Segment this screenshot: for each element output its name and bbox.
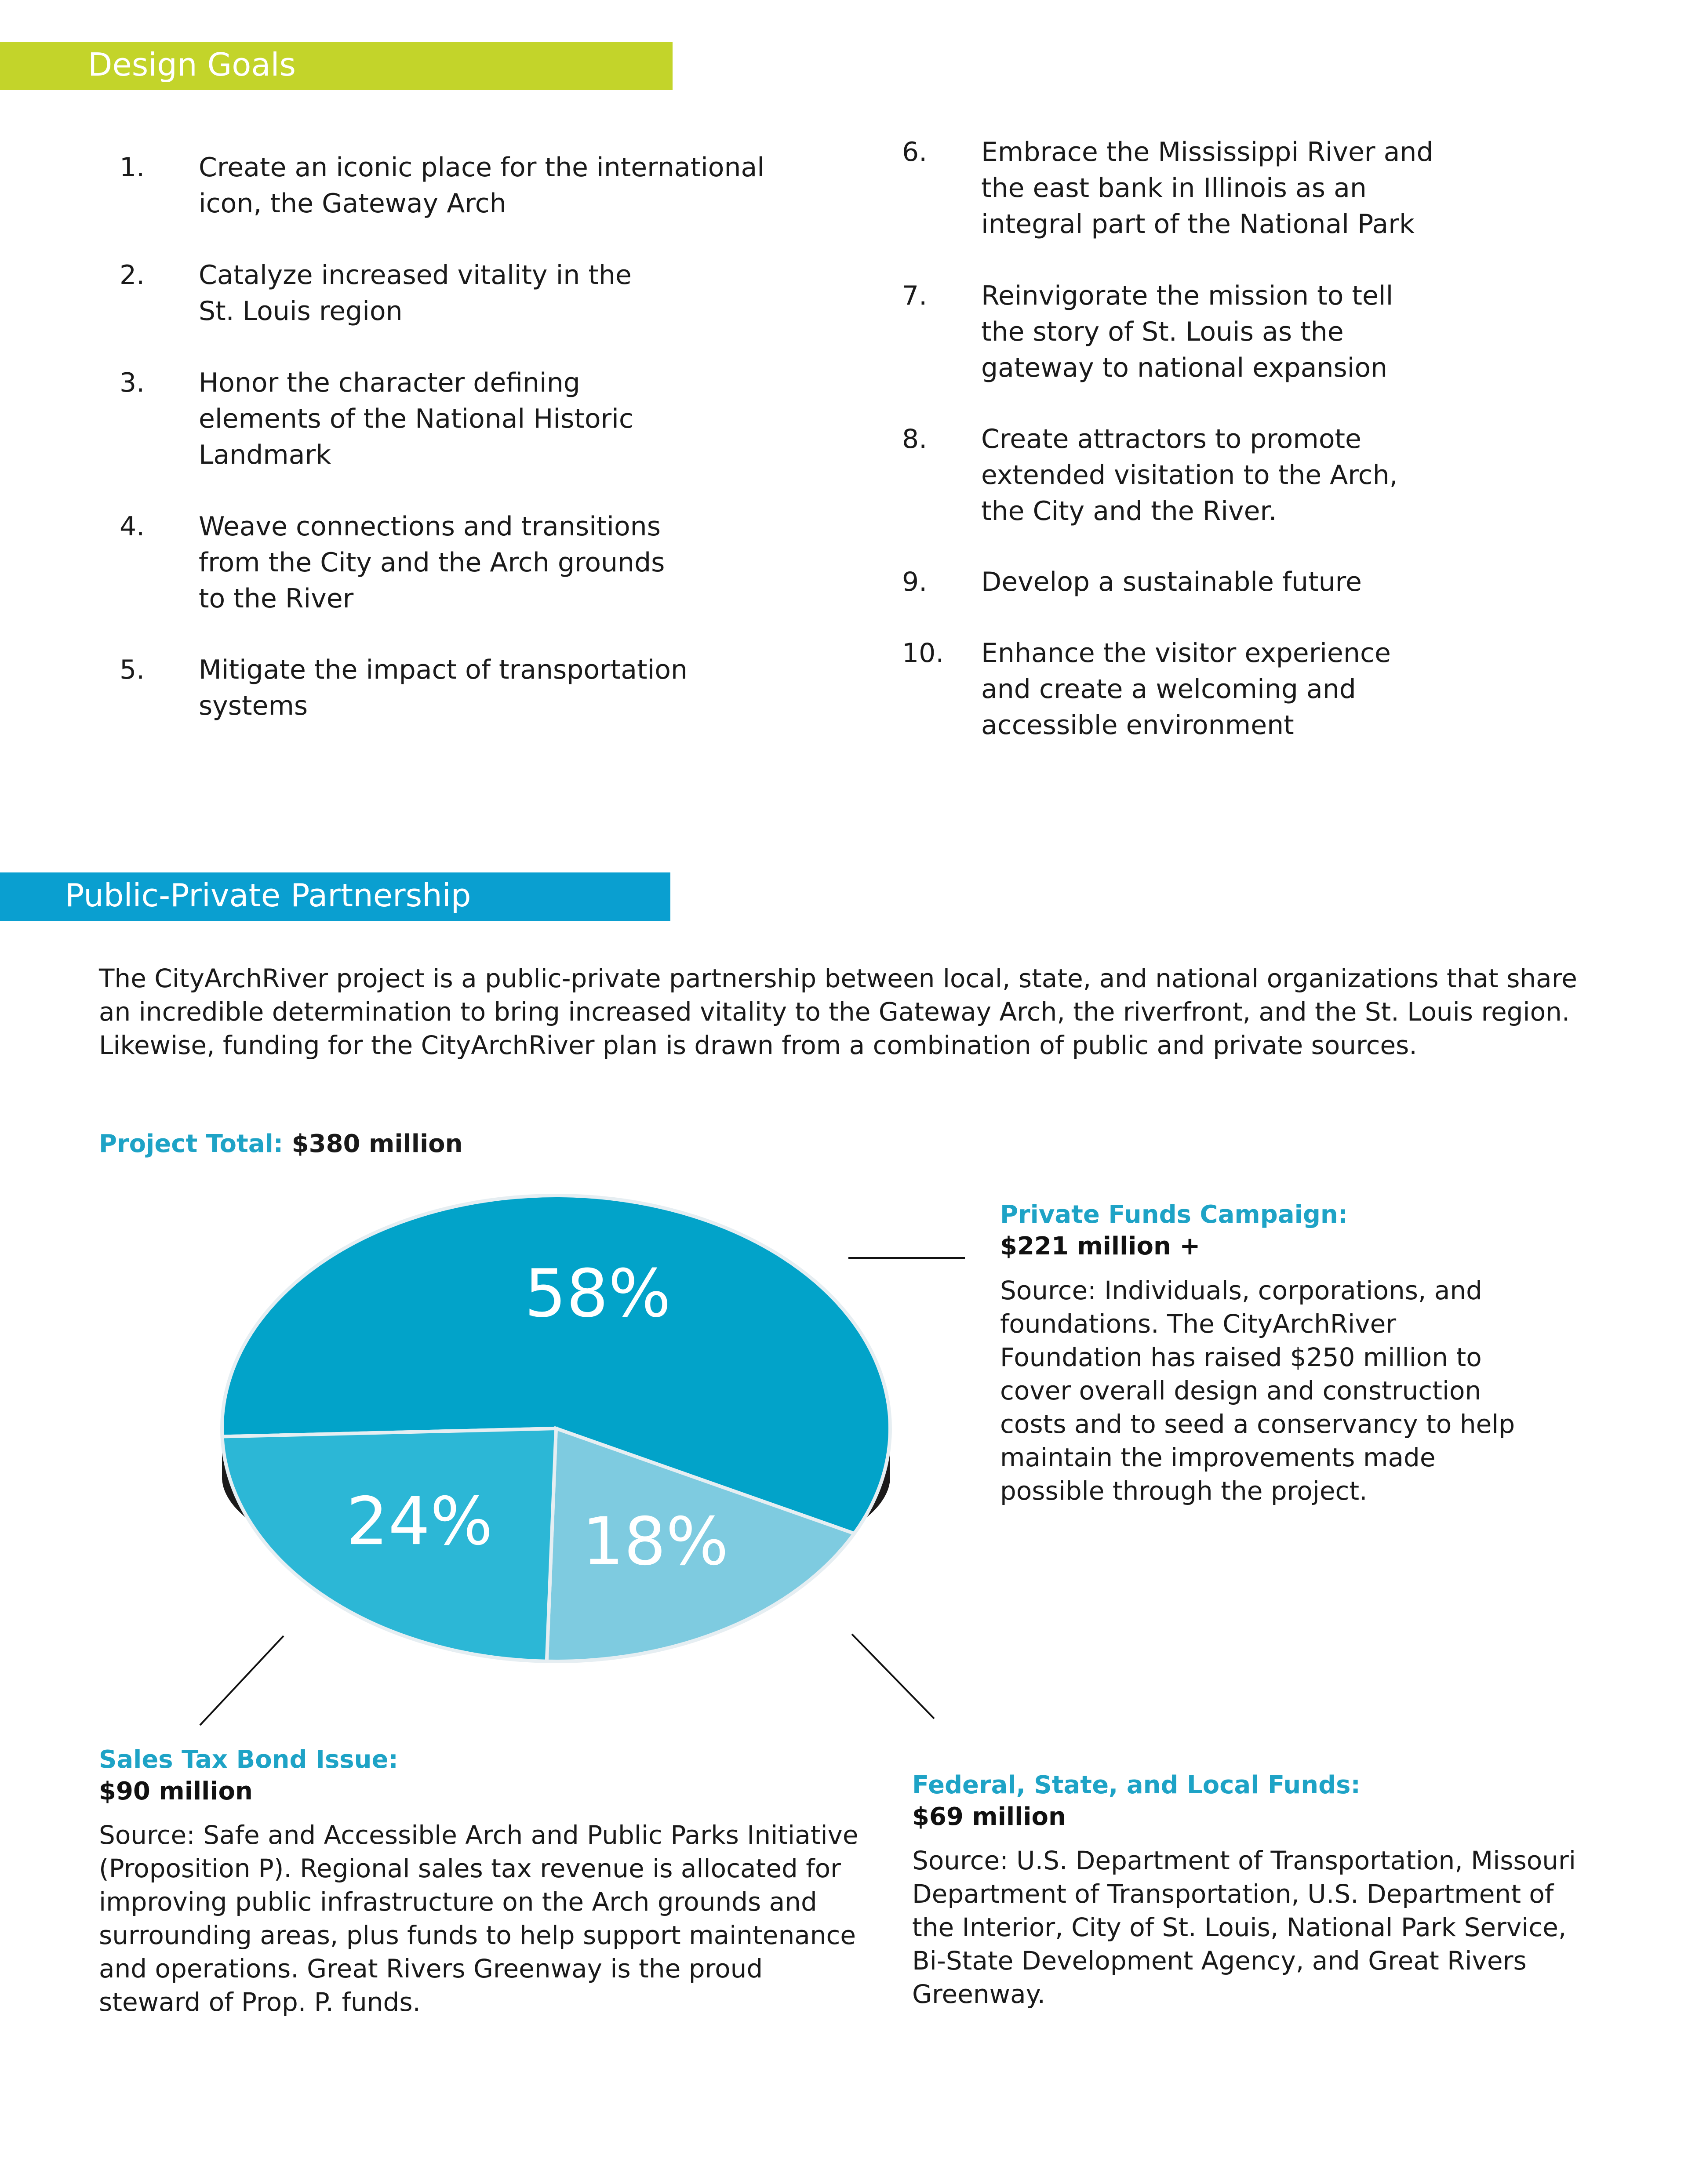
goal-text: Honor the character defining elements of the National Historic Landmark [199, 367, 633, 470]
partnership-band [0, 872, 670, 921]
goal-text: Reinvigorate the mission to tell the story of St. Louis as the gateway to national expansion [981, 280, 1393, 383]
design-goals-heading: Design Goals [88, 46, 296, 83]
public-funds-amount: $69 million [912, 1802, 1066, 1831]
pie-slice-label: 58% [524, 1255, 671, 1332]
public-funds-title: Federal, State, and Local Funds: [912, 1771, 1361, 1799]
goal-text: Embrace the Mississippi River and the east bank in Illinois as an integral part of the National Park [981, 137, 1433, 240]
private-funds-amount: $221 million + [1000, 1232, 1201, 1261]
pie-slices [222, 1196, 890, 1661]
goal-number: 9. [902, 567, 928, 597]
goal-number: 10. [902, 638, 944, 669]
partnership-heading: Public-Private Partnership [65, 877, 471, 914]
goal-number: 6. [902, 137, 928, 167]
private-funds-source: Source: Individuals, corporations, and foundations. The CityArchRiver Foundation has raised $250 million to cover overall design and construction costs and to seed a conservancy to help maintain the improvements made possible through the project. [1000, 1276, 1515, 1506]
leader-line-public [852, 1634, 934, 1719]
goal-text: Catalyze increased vitality in the St. Louis region [199, 260, 632, 327]
pie-slice-label: 18% [582, 1504, 729, 1581]
goal-text: Create attractors to promote extended visitation to the Arch, the City and the River. [981, 424, 1398, 527]
leader-line-sales-tax [200, 1636, 284, 1725]
project-total-label: Project Total: [99, 1130, 284, 1158]
goal-text: Develop a sustainable future [981, 567, 1362, 597]
goal-number: 2. [120, 260, 145, 291]
goal-text: Mitigate the impact of transportation systems [199, 654, 688, 721]
goal-text: Weave connections and transitions from the City and the Arch grounds to the River [199, 511, 665, 614]
goal-text: Create an iconic place for the international icon, the Gateway Arch [199, 152, 764, 219]
goal-number: 4. [120, 511, 145, 542]
goal-number: 7. [902, 280, 928, 311]
goal-number: 5. [120, 654, 145, 685]
partnership-intro: The CityArchRiver project is a public-private partnership between local, state, and national organizations that share an incredible determination to bring increased vitality to the Gateway Arch, the riverfront, and the St. Louis region. Likewise, funding for the CityArchRiver plan is drawn from a combination of public and private sources. [99, 963, 1577, 1060]
goal-number: 8. [902, 424, 928, 454]
sales-tax-source: Source: Safe and Accessible Arch and Public Parks Initiative (Proposition P). Regional sales tax revenue is allocated for improving public infrastructure on the Arch grounds and surrounding areas, plus funds to help support maintenance and operations. Great Rivers Greenway is the proud steward of Prop. P. funds. [99, 1820, 859, 2017]
goal-number: 3. [120, 367, 145, 398]
project-total-value: $380 million [291, 1130, 463, 1158]
pie-slice-label: 24% [346, 1483, 493, 1560]
private-funds-title: Private Funds Campaign: [1000, 1200, 1348, 1229]
sales-tax-title: Sales Tax Bond Issue: [99, 1745, 398, 1774]
public-funds-source: Source: U.S. Department of Transportation, Missouri Department of Transportation, U.S. Department of the Interior, City of St. Louis, National Park Service, Bi-State Development Agency, and Great Rivers Greenway. [912, 1846, 1576, 2009]
goal-number: 1. [120, 152, 145, 183]
sales-tax-amount: $90 million [99, 1777, 253, 1806]
design-goals-band [0, 42, 673, 90]
goal-text: Enhance the visitor experience and create a welcoming and accessible environment [981, 638, 1391, 741]
